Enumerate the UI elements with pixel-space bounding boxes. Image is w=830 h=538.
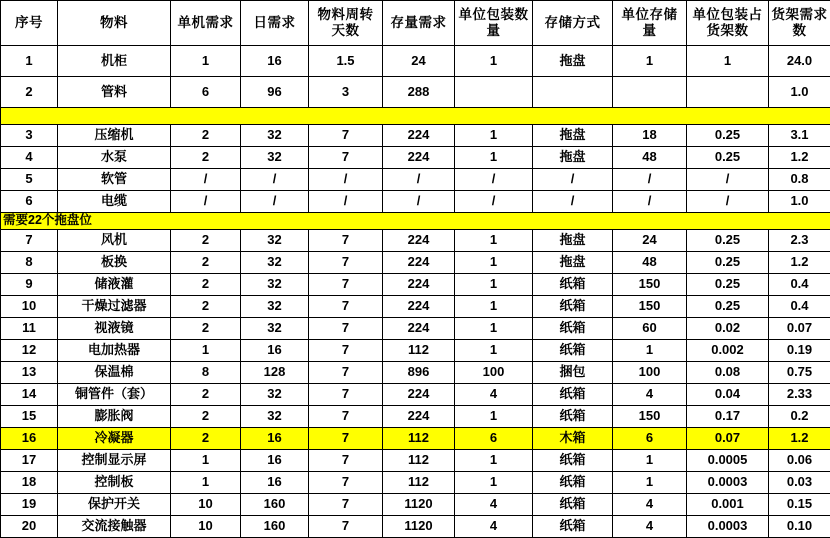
table-cell: /: [383, 191, 455, 213]
table-cell: 纸箱: [533, 296, 613, 318]
table-cell: 拖盘: [533, 46, 613, 77]
table-cell: 96: [241, 77, 309, 108]
table-cell: 1: [455, 472, 533, 494]
table-cell: 0.04: [687, 384, 769, 406]
cell-material-name: 储液灌: [58, 274, 171, 296]
table-cell: 112: [383, 472, 455, 494]
table-cell: 7: [309, 274, 383, 296]
table-cell: 150: [613, 296, 687, 318]
table-cell: 7: [309, 384, 383, 406]
table-cell: 2: [171, 230, 241, 252]
table-cell: /: [309, 191, 383, 213]
table-row: [1, 362, 830, 384]
table-cell: 4: [1, 147, 58, 169]
table-cell: 0.25: [687, 274, 769, 296]
table-cell: 1: [455, 46, 533, 77]
table-cell: 拖盘: [533, 252, 613, 274]
table-cell: 纸箱: [533, 340, 613, 362]
table-cell: 224: [383, 252, 455, 274]
table-cell: 0.75: [769, 362, 830, 384]
table-cell: 1: [455, 318, 533, 340]
table-cell: 7: [309, 252, 383, 274]
cell-material-name: 铜管件（套）: [58, 384, 171, 406]
table-cell: 7: [309, 318, 383, 340]
column-header-daily-demand: 日需求: [241, 1, 309, 46]
section-banner-row: [1, 108, 830, 125]
table-cell: 16: [241, 46, 309, 77]
table-cell: 1: [455, 147, 533, 169]
table-cell: 100: [455, 362, 533, 384]
table-cell: 32: [241, 296, 309, 318]
column-header-stock-demand: 存量需求: [383, 1, 455, 46]
table-cell: /: [455, 191, 533, 213]
table-cell: 18: [613, 125, 687, 147]
section-banner-label: [1, 108, 830, 125]
column-header-turnover-days: 物料周转天数: [309, 1, 383, 46]
table-cell: 150: [613, 274, 687, 296]
table-cell: 1: [455, 125, 533, 147]
table-cell: 0.25: [687, 147, 769, 169]
table-row: [1, 252, 830, 274]
table-cell: 15: [1, 406, 58, 428]
table-cell: 0.2: [769, 406, 830, 428]
cell-material-name: 板换: [58, 252, 171, 274]
table-row: [1, 125, 830, 147]
cell-material-name: 电缆: [58, 191, 171, 213]
table-cell: 0.25: [687, 230, 769, 252]
table-cell: 0.25: [687, 125, 769, 147]
table-cell: 12: [1, 340, 58, 362]
table-cell: 7: [309, 494, 383, 516]
table-row: [1, 428, 830, 450]
table-row: [1, 147, 830, 169]
table-cell: 0.17: [687, 406, 769, 428]
table-cell: 18: [1, 472, 58, 494]
table-cell: 16: [241, 472, 309, 494]
table-cell: 14: [1, 384, 58, 406]
table-cell: 60: [613, 318, 687, 340]
table-header-row: [1, 1, 830, 46]
table-cell: 7: [1, 230, 58, 252]
table-cell: /: [241, 169, 309, 191]
column-header-unit-storage-qty: 单位存储量: [613, 1, 687, 46]
table-cell: 7: [309, 472, 383, 494]
table-cell: 纸箱: [533, 318, 613, 340]
table-cell: 1: [455, 406, 533, 428]
table-cell: 捆包: [533, 362, 613, 384]
table-cell: 1: [613, 46, 687, 77]
cell-material-name: 管料: [58, 77, 171, 108]
column-header-rack-demand: 货架需求数: [769, 1, 830, 46]
table-cell: 32: [241, 384, 309, 406]
table-cell: 0.4: [769, 296, 830, 318]
table-cell: [455, 77, 533, 108]
table-cell: 纸箱: [533, 450, 613, 472]
table-cell: 7: [309, 450, 383, 472]
table-cell: 1: [455, 274, 533, 296]
table-cell: 拖盘: [533, 230, 613, 252]
table-cell: 17: [1, 450, 58, 472]
table-cell: 9: [1, 274, 58, 296]
table-cell: 224: [383, 230, 455, 252]
table-cell: 纸箱: [533, 274, 613, 296]
table-cell: 2: [171, 147, 241, 169]
table-cell: 4: [455, 516, 533, 538]
table-cell: 纸箱: [533, 472, 613, 494]
table-cell: 0.07: [769, 318, 830, 340]
table-cell: [613, 77, 687, 108]
cell-material-name: 水泵: [58, 147, 171, 169]
table-cell: /: [533, 169, 613, 191]
table-cell: 32: [241, 318, 309, 340]
column-header-unit-machine-demand: 单机需求: [171, 1, 241, 46]
table-cell: 6: [455, 428, 533, 450]
table-cell: 3.1: [769, 125, 830, 147]
table-cell: 1: [455, 252, 533, 274]
table-cell: /: [241, 191, 309, 213]
table-row: [1, 494, 830, 516]
table-cell: 16: [241, 450, 309, 472]
table-row: [1, 384, 830, 406]
table-cell: 1: [455, 340, 533, 362]
table-cell: 2: [171, 252, 241, 274]
table-cell: 1: [455, 450, 533, 472]
table-cell: 224: [383, 384, 455, 406]
table-cell: 7: [309, 362, 383, 384]
table-cell: 100: [613, 362, 687, 384]
table-cell: 4: [455, 384, 533, 406]
table-cell: 3: [1, 125, 58, 147]
table-cell: 拖盘: [533, 125, 613, 147]
cell-material-name: 控制显示屏: [58, 450, 171, 472]
table-cell: /: [613, 169, 687, 191]
table-row: [1, 340, 830, 362]
table-cell: 2: [171, 318, 241, 340]
table-cell: 0.08: [687, 362, 769, 384]
table-cell: 24.0: [769, 46, 830, 77]
cell-material-name: 视液镜: [58, 318, 171, 340]
table-row: [1, 472, 830, 494]
table-cell: /: [171, 191, 241, 213]
cell-material-name: 干燥过滤器: [58, 296, 171, 318]
table-cell: 7: [309, 125, 383, 147]
table-cell: 0.8: [769, 169, 830, 191]
column-header-storage-type: 存储方式: [533, 1, 613, 46]
table-cell: 1: [613, 472, 687, 494]
column-header-rack-share: 单位包装占货架数: [687, 1, 769, 46]
table-cell: 16: [241, 428, 309, 450]
table-cell: 896: [383, 362, 455, 384]
section-banner-label: 需要22个拖盘位: [1, 213, 830, 230]
table-row: [1, 274, 830, 296]
table-cell: 2.3: [769, 230, 830, 252]
table-cell: [687, 77, 769, 108]
table-cell: 1.5: [309, 46, 383, 77]
table-cell: 6: [1, 191, 58, 213]
table-cell: 0.0005: [687, 450, 769, 472]
table-cell: 32: [241, 125, 309, 147]
table-cell: 1: [613, 340, 687, 362]
table-cell: 224: [383, 274, 455, 296]
cell-material-name: 压缩机: [58, 125, 171, 147]
cell-material-name: 软管: [58, 169, 171, 191]
table-cell: 10: [171, 516, 241, 538]
table-cell: 8: [1, 252, 58, 274]
table-cell: 纸箱: [533, 406, 613, 428]
table-cell: 拖盘: [533, 147, 613, 169]
table-cell: 48: [613, 252, 687, 274]
table-cell: 1.2: [769, 428, 830, 450]
table-cell: 20: [1, 516, 58, 538]
table-cell: 1.2: [769, 252, 830, 274]
table-cell: 1: [1, 46, 58, 77]
table-cell: 纸箱: [533, 516, 613, 538]
table-cell: 2: [171, 428, 241, 450]
table-cell: /: [171, 169, 241, 191]
table-cell: 2: [171, 384, 241, 406]
table-cell: 11: [1, 318, 58, 340]
table-cell: 16: [241, 340, 309, 362]
table-cell: 纸箱: [533, 494, 613, 516]
table-cell: 1: [171, 472, 241, 494]
table-cell: 1: [171, 340, 241, 362]
table-cell: 4: [613, 494, 687, 516]
table-row: [1, 406, 830, 428]
table-row: [1, 169, 830, 191]
table-cell: 0.0003: [687, 516, 769, 538]
table-cell: /: [309, 169, 383, 191]
table-cell: 1120: [383, 494, 455, 516]
cell-material-name: 保温棉: [58, 362, 171, 384]
table-cell: 0.07: [687, 428, 769, 450]
table-cell: /: [687, 169, 769, 191]
table-cell: 288: [383, 77, 455, 108]
table-cell: 16: [1, 428, 58, 450]
table-cell: 1120: [383, 516, 455, 538]
table-cell: 7: [309, 296, 383, 318]
table-cell: 128: [241, 362, 309, 384]
table-cell: 112: [383, 428, 455, 450]
table-cell: 5: [1, 169, 58, 191]
table-cell: /: [383, 169, 455, 191]
table-cell: 7: [309, 516, 383, 538]
table-cell: 224: [383, 125, 455, 147]
table-cell: 0.19: [769, 340, 830, 362]
table-cell: 2: [171, 296, 241, 318]
table-cell: /: [687, 191, 769, 213]
table-cell: 2: [171, 125, 241, 147]
table-cell: 7: [309, 406, 383, 428]
table-cell: 0.02: [687, 318, 769, 340]
table-cell: 1: [455, 230, 533, 252]
table-cell: 8: [171, 362, 241, 384]
table-cell: 0.06: [769, 450, 830, 472]
cell-material-name: 控制板: [58, 472, 171, 494]
table-cell: 3: [309, 77, 383, 108]
table-cell: 1.2: [769, 147, 830, 169]
table-cell: 4: [613, 384, 687, 406]
table-cell: 1: [455, 296, 533, 318]
table-row: [1, 296, 830, 318]
table-cell: 112: [383, 450, 455, 472]
table-body: [1, 46, 830, 538]
table-row: [1, 450, 830, 472]
table-cell: 6: [613, 428, 687, 450]
table-cell: 7: [309, 230, 383, 252]
table-cell: 112: [383, 340, 455, 362]
cell-material-name: 电加热器: [58, 340, 171, 362]
table-cell: 24: [613, 230, 687, 252]
table-cell: 7: [309, 147, 383, 169]
table-cell: 19: [1, 494, 58, 516]
table-cell: 1.0: [769, 191, 830, 213]
table-cell: 4: [613, 516, 687, 538]
table-cell: 6: [171, 77, 241, 108]
table-cell: 木箱: [533, 428, 613, 450]
table-cell: 2: [1, 77, 58, 108]
table-cell: 0.25: [687, 252, 769, 274]
table-row: [1, 318, 830, 340]
table-cell: 10: [1, 296, 58, 318]
table-cell: 32: [241, 274, 309, 296]
table-cell: 32: [241, 252, 309, 274]
table-cell: 纸箱: [533, 384, 613, 406]
column-header-material: 物料: [58, 1, 171, 46]
column-header-package-qty: 单位包装数量: [455, 1, 533, 46]
table-cell: /: [455, 169, 533, 191]
table-cell: /: [533, 191, 613, 213]
table-row: [1, 77, 830, 108]
table-cell: 32: [241, 406, 309, 428]
table-cell: 48: [613, 147, 687, 169]
section-banner-row: [1, 213, 830, 230]
table-cell: 1: [613, 450, 687, 472]
table-cell: 0.0003: [687, 472, 769, 494]
table-cell: 32: [241, 230, 309, 252]
table-cell: 1: [687, 46, 769, 77]
table-cell: 4: [455, 494, 533, 516]
cell-material-name: 保护开关: [58, 494, 171, 516]
table-cell: 0.10: [769, 516, 830, 538]
table-cell: 224: [383, 296, 455, 318]
table-cell: 2.33: [769, 384, 830, 406]
column-header-index: 序号: [1, 1, 58, 46]
table-cell: 13: [1, 362, 58, 384]
cell-material-name: 风机: [58, 230, 171, 252]
table-cell: 10: [171, 494, 241, 516]
table-row: [1, 191, 830, 213]
table-cell: 1: [171, 450, 241, 472]
table-cell: 150: [613, 406, 687, 428]
table-cell: 24: [383, 46, 455, 77]
table-cell: 32: [241, 147, 309, 169]
cell-material-name: 膨胀阀: [58, 406, 171, 428]
table-cell: 7: [309, 340, 383, 362]
table-cell: 0.15: [769, 494, 830, 516]
table-cell: 2: [171, 406, 241, 428]
table-cell: 160: [241, 494, 309, 516]
cell-material-name: 机柜: [58, 46, 171, 77]
table-cell: 224: [383, 318, 455, 340]
table-cell: 1: [171, 46, 241, 77]
table-cell: 160: [241, 516, 309, 538]
table-cell: 7: [309, 428, 383, 450]
table-row: [1, 230, 830, 252]
table-cell: 224: [383, 406, 455, 428]
table-cell: 0.4: [769, 274, 830, 296]
table-row: [1, 46, 830, 77]
table-cell: 0.002: [687, 340, 769, 362]
table-cell: /: [613, 191, 687, 213]
table-cell: 0.001: [687, 494, 769, 516]
table-cell: 1.0: [769, 77, 830, 108]
table-row: [1, 516, 830, 538]
table-cell: 0.25: [687, 296, 769, 318]
cell-material-name: 交流接触器: [58, 516, 171, 538]
table-cell: 224: [383, 147, 455, 169]
cell-material-name: 冷凝器: [58, 428, 171, 450]
table-cell: 0.03: [769, 472, 830, 494]
table-cell: 2: [171, 274, 241, 296]
table-cell: [533, 77, 613, 108]
